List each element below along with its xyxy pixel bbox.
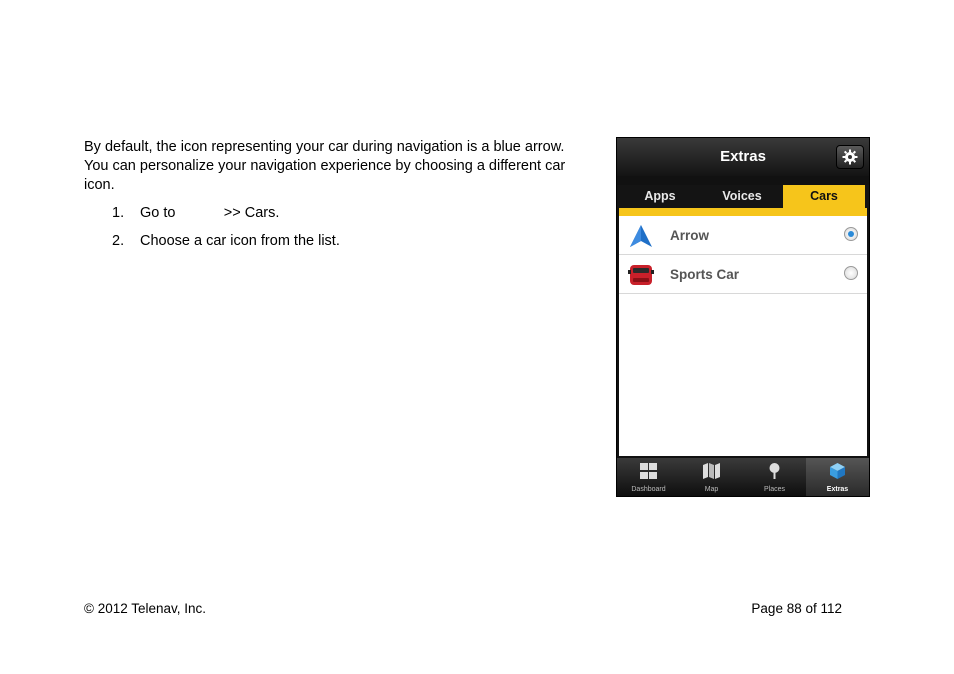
intro-paragraph [84, 138, 589, 195]
nav-places[interactable] [743, 458, 806, 496]
list-item-sports-car[interactable] [619, 255, 867, 294]
map-icon [702, 462, 721, 480]
tab-indicator-strip [619, 208, 867, 216]
step-number: 1. [112, 205, 125, 221]
step-text: Choose a car icon from the list. [140, 233, 340, 249]
step-number: 2. [112, 233, 125, 249]
extras-cube-icon [828, 462, 847, 480]
places-pin-icon [765, 462, 784, 480]
footer-page-number: Page 88 of 112 [751, 601, 842, 616]
nav-dashboard[interactable] [617, 458, 680, 496]
nav-label: Map [704, 486, 719, 493]
dashboard-icon [639, 462, 658, 480]
blue-arrow-icon [628, 224, 654, 248]
intro-line-3: icon. [84, 177, 115, 193]
intro-line-2: You can personalize your navigation experience by choosing a different car [84, 158, 566, 174]
intro-line-1: By default, the icon representing your car during navigation is a blue arrow. [84, 139, 565, 155]
step-item [84, 232, 589, 260]
tab-bar [617, 185, 869, 208]
list-item-arrow[interactable] [619, 216, 867, 255]
nav-map[interactable] [680, 458, 743, 496]
sports-car-icon [628, 263, 654, 287]
radio-arrow[interactable] [844, 227, 858, 241]
tab-voices[interactable]: Voices [722, 189, 762, 203]
step-text: Go to >> Cars. [140, 205, 280, 221]
list-item-label: Arrow [670, 228, 710, 243]
phone-screenshot [616, 137, 870, 497]
nav-extras[interactable] [806, 458, 869, 496]
step-item [84, 204, 589, 232]
nav-label: Extras [826, 486, 849, 493]
list-item-label: Sports Car [670, 267, 740, 282]
nav-label: Places [763, 486, 785, 493]
tab-apps[interactable]: Apps [644, 189, 676, 203]
car-icon-list [619, 216, 867, 456]
gear-icon [842, 149, 858, 165]
bottom-nav-bar [617, 458, 869, 496]
nav-label: Dashboard [631, 486, 666, 493]
footer-copyright: © 2012 Telenav, Inc. [84, 601, 207, 616]
tab-cars[interactable]: Cars [783, 185, 865, 208]
radio-sports-car[interactable] [844, 266, 858, 280]
screen-title: Extras [720, 148, 766, 165]
title-bar [617, 138, 869, 176]
settings-button[interactable] [836, 145, 864, 169]
steps-list [84, 204, 589, 260]
